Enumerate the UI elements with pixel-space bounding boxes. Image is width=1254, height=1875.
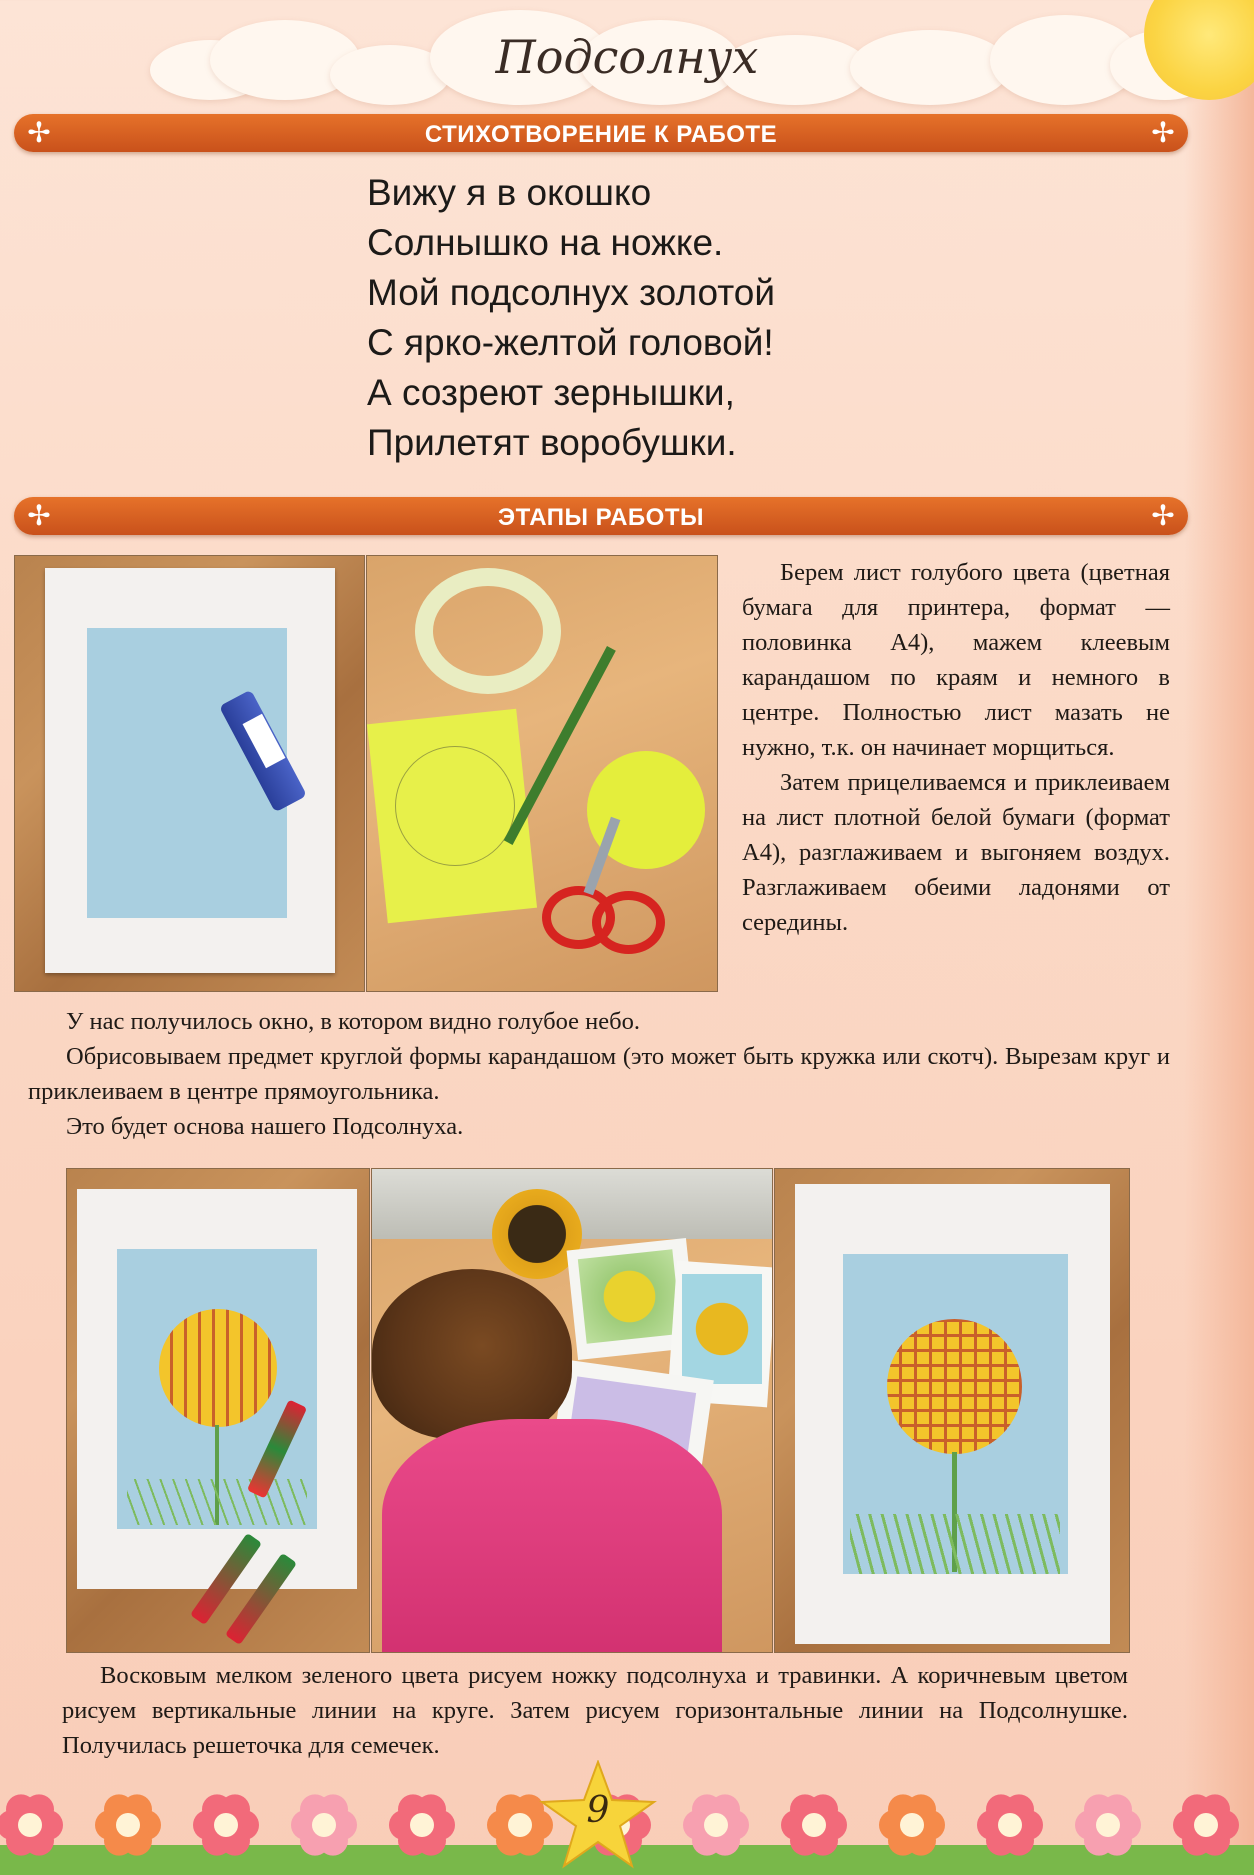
section-banner-steps <box>14 497 1188 535</box>
poem-line: Вижу я в окошко <box>367 172 652 213</box>
photo-sunflower-vertical-lines <box>66 1168 370 1653</box>
poem-line: А созреют зернышки, <box>367 372 735 413</box>
paragraph: Это будет основа нашего Подсолнуха. <box>66 1113 464 1140</box>
poem-line: С ярко-желтой головой! <box>367 322 774 363</box>
poem <box>367 168 967 468</box>
section-title-steps: ЭТАПЫ РАБОТЫ <box>498 504 704 531</box>
ornament-icon: ✢ <box>27 499 51 532</box>
photo-blue-paper-glue <box>14 555 365 992</box>
paragraph: Восковым мелком зеленого цвета рисуем ножку подсолнуха и травинки. А коричневым цветом рисуем вертикальные линии на круге. Затем рисуем горизонтальные линии на Подсолнушке. Получилась решеточка для семечек. <box>62 1662 1128 1759</box>
photo-sunflower-grid <box>774 1168 1130 1653</box>
full-instructions <box>28 1004 1170 1144</box>
poem-line: Солнышко на ножке. <box>367 222 724 263</box>
page-number: 9 <box>586 1790 610 1831</box>
section-banner-poem <box>14 114 1188 152</box>
ornament-icon: ✢ <box>1151 116 1175 149</box>
paragraph: Берем лист голубого цвета (цветная бумага для принтера, формат — половинка А4), мажем клеевым карандашом по краям и немного в центре. Полностью лист мазать не нужно, т.к. он начинает морщиться. <box>742 559 1170 761</box>
side-instructions <box>742 555 1170 940</box>
photo-child-drawing <box>371 1168 773 1653</box>
ornament-icon: ✢ <box>27 116 51 149</box>
paragraph: Затем прицеливаемся и приклеиваем на лист плотной белой бумаги (формат А4), разглаживаем и выгоняем воздух. Разглаживаем обеими ладонями от середины. <box>742 769 1170 936</box>
section-title-poem: СТИХОТВОРЕНИЕ К РАБОТЕ <box>424 121 778 148</box>
photo-yellow-circle-tools <box>366 555 718 992</box>
page-title: Подсолнух <box>495 30 759 84</box>
ornament-icon: ✢ <box>1151 499 1175 532</box>
paragraph: У нас получилось окно, в котором видно голубое небо. <box>66 1008 640 1035</box>
bottom-instructions <box>62 1658 1128 1763</box>
poem-line: Прилетят воробушки. <box>367 422 737 463</box>
poem-line: Мой подсолнух золотой <box>367 272 775 313</box>
page-edge-shadow <box>1184 0 1254 1875</box>
paragraph: Обрисовываем предмет круглой формы карандашом (это может быть кружка или скотч). Вырезам круг и приклеиваем в центре прямоугольника. <box>28 1043 1170 1105</box>
